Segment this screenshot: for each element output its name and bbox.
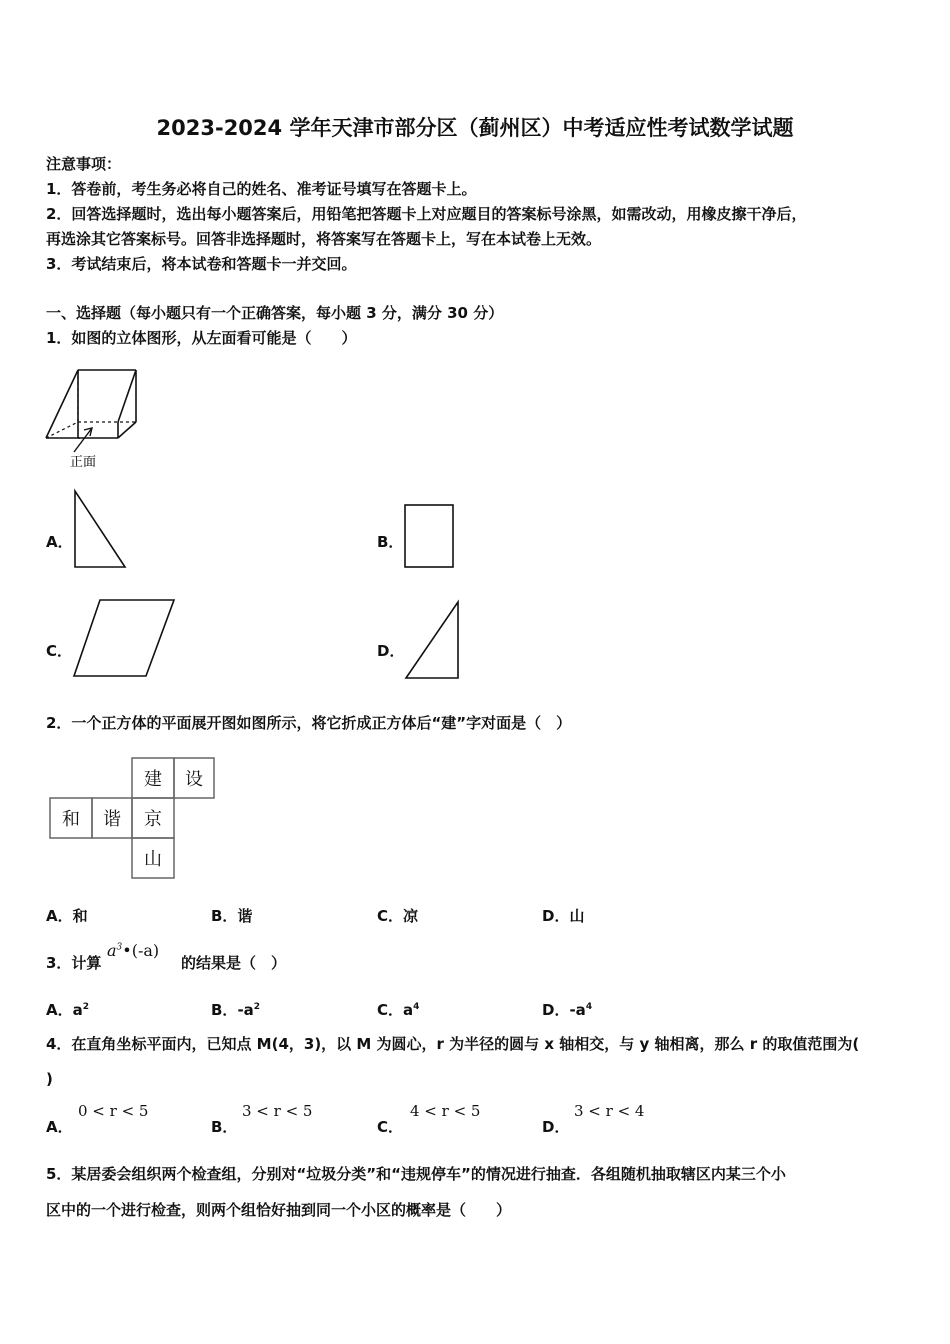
q1-option-b: B．	[377, 533, 404, 551]
q3-stem-prefix: 3．计算	[46, 954, 102, 972]
page-title: 2023-2024 学年天津市部分区（蓟州区）中考适应性考试数学试题	[156, 116, 794, 140]
net-cell-jing: 京	[144, 809, 162, 830]
q4-option-b-label: B．	[211, 1118, 238, 1136]
net-cell-xie: 谐	[103, 809, 121, 830]
q2-cube-net	[46, 756, 218, 888]
q1-option-b-figure	[400, 502, 458, 572]
q4-stem-line2: )	[46, 1070, 53, 1088]
q1-stem: 1．如图的立体图形，从左面看可能是（ ）	[46, 329, 357, 347]
q3-option-b: B．$-a^2$	[211, 1001, 261, 1019]
net-cell-he: 和	[62, 809, 80, 830]
q1-solid-figure	[40, 362, 150, 472]
notice-item-1: 1．答卷前，考生务必将自己的姓名、准考证号填写在答题卡上。	[46, 180, 477, 198]
notice-item-3: 3．考试结束后，将本试卷和答题卡一并交回。	[46, 255, 357, 273]
q4-stem-line1: 4．在直角坐标平面内，已知点 M(4，3)，以 M 为圆心，r 为半径的圆与 x 轴相交，与 y 轴相离，那么 r 的取值范围为(	[46, 1035, 860, 1053]
q1-option-a: A．	[46, 533, 73, 551]
q4-option-d-label: D．	[542, 1118, 570, 1136]
q5-line1: 5．某居委会组织两个检查组，分别对“垃圾分类”和“违规停车”的情况进行抽查．各组随机抽取辖区内某三个小	[46, 1165, 786, 1183]
q2-option-b: B．谐	[211, 907, 253, 925]
q4-option-d-range: 3 < r < 4	[574, 1102, 645, 1120]
q4-option-c-label: C．	[377, 1118, 404, 1136]
notice-heading: 注意事项：	[46, 155, 122, 173]
q5-line2: 区中的一个进行检查，则两个组恰好抽到同一个小区的概率是（ ）	[46, 1201, 512, 1219]
q4-option-a-range: 0 < r < 5	[78, 1102, 149, 1120]
notice-item-2a: 2．回答选择题时，选出每小题答案后，用铅笔把答题卡上对应题目的答案标号涂黑，如需改动，用橡皮擦干净后，	[46, 205, 807, 223]
q3-option-c: C．$a^4$	[377, 1001, 420, 1019]
q3-option-d: D．$-a^4$	[542, 1001, 593, 1019]
q1-figure-label: 正面	[70, 455, 97, 470]
q4-option-c-range: 4 < r < 5	[410, 1102, 481, 1120]
q4-option-b-range: 3 < r < 5	[242, 1102, 313, 1120]
q4-option-a-label: A．	[46, 1118, 73, 1136]
net-cell-she: 设	[185, 769, 203, 790]
q1-option-a-figure	[70, 488, 132, 572]
q3-expression: $a^3•(-a)$	[107, 941, 160, 960]
notice-item-2b: 再选涂其它答案标号。回答非选择题时，将答案写在答题卡上，写在本试卷上无效。	[46, 230, 602, 248]
section-heading: 一、选择题（每小题只有一个正确答案，每小题 3 分，满分 30 分）	[46, 304, 504, 322]
q1-option-c: C．	[46, 642, 73, 660]
q3-stem-suffix: 的结果是（ ）	[181, 954, 287, 972]
q1-option-c-figure	[70, 596, 178, 682]
q2-option-c: C．凉	[377, 907, 419, 925]
net-cell-jian: 建	[144, 769, 162, 790]
q1-option-d-figure	[402, 598, 464, 682]
q1-option-d: D．	[377, 642, 405, 660]
q2-option-d: D．山	[542, 907, 585, 925]
net-cell-shan: 山	[144, 849, 162, 870]
q2-option-a: A．和	[46, 907, 88, 925]
q3-option-a: A．$a^2$	[46, 1001, 89, 1019]
q2-stem: 2．一个正方体的平面展开图如图所示，将它折成正方体后“建”字对面是（ ）	[46, 714, 572, 732]
